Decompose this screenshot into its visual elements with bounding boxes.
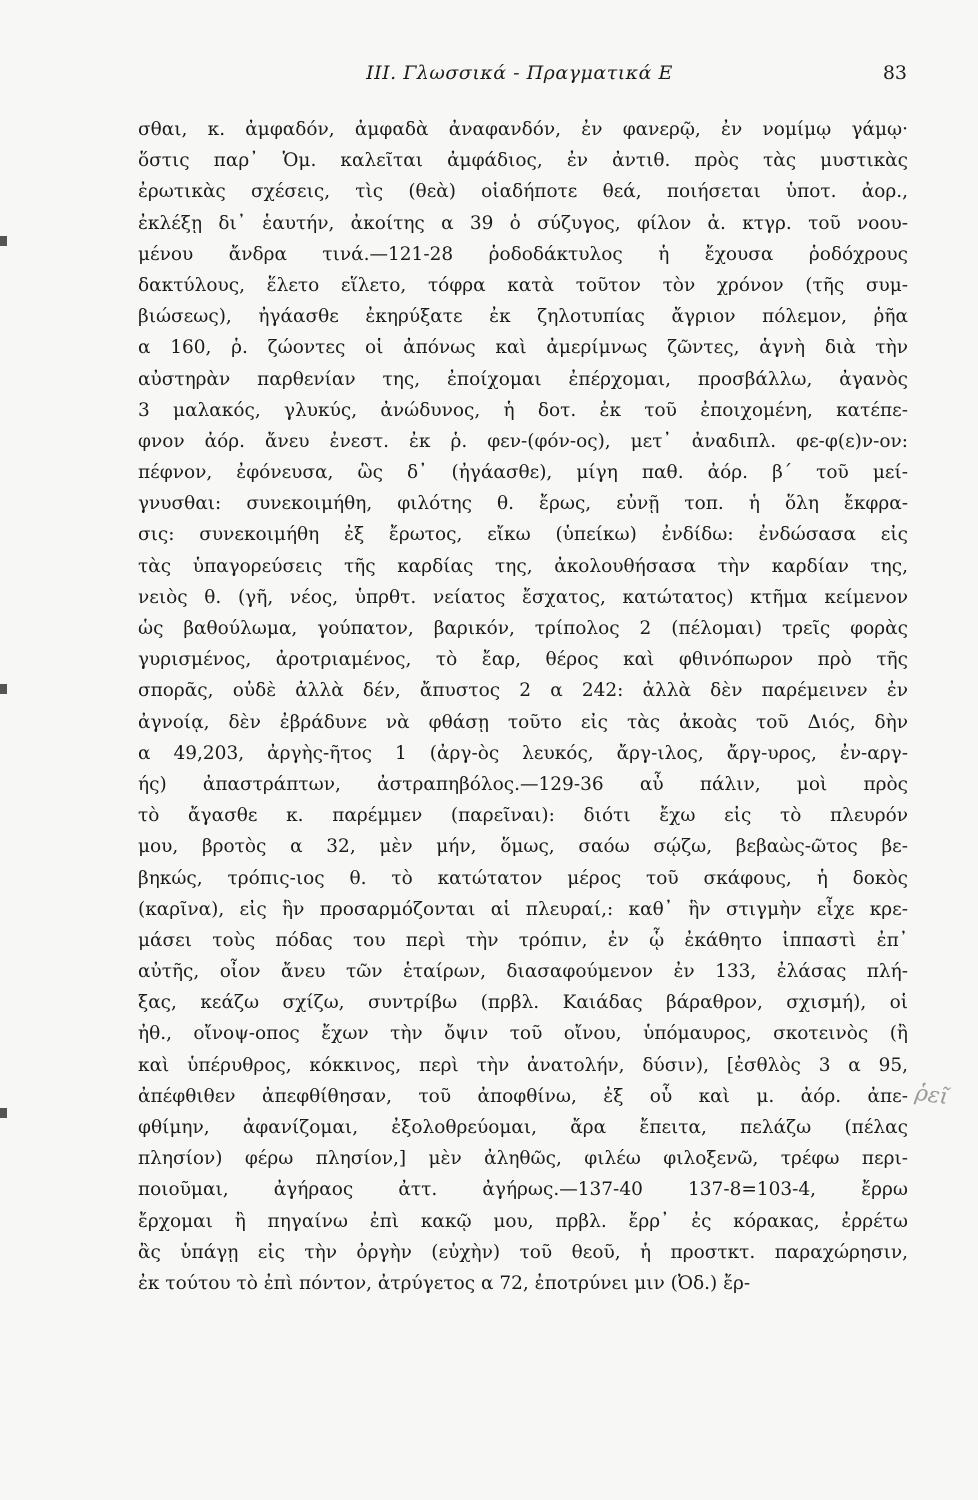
text-line: ἠθ., οἴνοψ-οπος ἔχων τὴν ὄψιν τοῦ οἴνου, ὑπόμαυρος, σκοτεινὸς (ἢ <box>138 1023 908 1045</box>
text-line: δακτύλους, ἕλετο εἵλετο, τόφρα κατὰ τοῦτον τὸν χρόνον (τῆς συμ- <box>138 274 908 296</box>
text-line: γυρισμένος, ἀροτριαμένος, τὸ ἔαρ, θέρος καὶ φθινόπωρον πρὸ τῆς <box>138 649 908 671</box>
text-line: μάσει τοὺς πόδας του περὶ τὴν τρόπιν, ἐν ᾧ ἐκάθητο ἱππαστὶ ἐπ᾽ <box>138 929 908 951</box>
edge-mark <box>0 684 7 694</box>
body-text <box>138 114 908 1299</box>
text-line: ἐρωτικὰς σχέσεις, τὶς (θεὰ) οἱαδήποτε θεά, ποιήσεται ὑποτ. ἀορ., <box>138 181 908 203</box>
handwritten-margin-note: ῥεῖ <box>913 1080 950 1111</box>
running-title: III. Γλωσσικά - Πραγματικά Ε <box>366 62 673 84</box>
text-line: ἐκλέξῃ δι᾽ ἑαυτήν, ἀκοίτης α 39 ὁ σύζυγος, φίλον ἀ. κτγρ. τοῦ νοου- <box>138 212 908 234</box>
text-line: βιώσεως), ἠγάασθε ἐκηρύξατε ἐκ ζηλοτυπίας ἄγριον πόλεμον, ῥῆα <box>138 306 908 328</box>
text-line: φθίμην, ἀφανίζομαι, ἐξολοθρεύομαι, ἄρα ἔπειτα, πελάζω (πέλας <box>138 1117 908 1138</box>
text-line: ὡς βαθούλωμα, γούπατον, βαρικόν, τρίπολος 2 (πέλομαι) τρεῖς φορὰς <box>138 618 908 639</box>
text-line: ἐκ τούτου τὸ ἐπὶ πόντον, ἀτρύγετος α 72, ἐποτρύνει μιν (Ὀδ.) ἔρ- <box>138 1272 751 1294</box>
text-line: 3 μαλακός, γλυκύς, ἀνώδυνος, ἡ δοτ. ἐκ τοῦ ἐποιχομένη, κατέπε- <box>138 399 908 421</box>
text-line: τὰς ὑπαγορεύσεις τῆς καρδίας της, ἀκολουθήσασα τὴν καρδίαν της, <box>138 555 908 577</box>
text-line: σθαι, κ. ἀμφαδόν, ἀμφαδὰ ἀναφανδόν, ἐν φανερῷ, ἐν νομίμῳ γάμῳ· <box>138 119 908 140</box>
text-line: πλησίον) φέρω πλησίον,] μὲν ἀληθῶς, φιλέω φιλοξενῶ, τρέφω περι- <box>138 1148 908 1170</box>
text-line: α 49,203, ἀργὴς-ῆτος 1 (ἀργ-ὸς λευκός, ἄργ-ιλος, ἄργ-υρος, ἐν-αργ- <box>138 742 908 764</box>
text-line: α 160, ῥ. ζώοντες οἱ ἀπόνως καὶ ἀμερίμνως ζῶντες, ἁγνὴ διὰ τὴν <box>138 337 908 359</box>
text-line: σπορᾶς, οὐδὲ ἀλλὰ δέν, ἄπυστος 2 α 242: ἀλλὰ δὲν παρέμεινεν ἐν <box>138 680 908 702</box>
text-line: φνον ἀόρ. ἄνευ ἐνεστ. ἐκ ῥ. φεν-(φόν-ος), μετ᾽ ἀναδιπλ. φε-φ(ε)ν-ον: <box>138 430 908 452</box>
text-line: ἔρχομαι ἢ πηγαίνω ἐπὶ κακῷ μου, πρβλ. ἔρρ᾽ ἐς κόρακας, ἐρρέτω <box>138 1210 908 1232</box>
text-line: ἀπέφθιθεν ἀπεφθίθησαν, τοῦ ἀποφθίνω, ἐξ οὗ καὶ μ. ἀόρ. ἀπε- <box>138 1085 908 1107</box>
text-line: ἂς ὑπάγῃ εἰς τὴν ὀργὴν (εὐχὴν) τοῦ θεοῦ, ἡ προστκτ. παραχώρησιν, <box>138 1241 908 1263</box>
text-line: καὶ ὑπέρυθρος, κόκκινος, περὶ τὴν ἀνατολήν, δύσιν), [ἐσθλὸς 3 α 95, <box>138 1054 908 1076</box>
text-line: τὸ ἄγασθε κ. παρέμμεν (παρεῖναι): διότι ἔχω εἰς τὸ πλευρόν <box>138 805 908 827</box>
text-line: σις: συνεκοιμήθη ἐξ ἔρωτος, εἴκω (ὑπείκω) ἐνδίδω: ἐνδώσασα εἰς <box>138 524 908 546</box>
text-line: αὐτῆς, οἶον ἄνευ τῶν ἑταίρων, διασαφούμενον ἐν 133, ἐλάσας πλή- <box>138 961 908 983</box>
text-line: (καρῖνα), εἰς ἣν προσαρμόζονται αἱ πλευραί,: καθ᾽ ἣν στιγμὴν εἶχε κρε- <box>138 898 908 920</box>
page-number: 83 <box>882 62 907 84</box>
text-line: ής) ἀπαστράπτων, ἀστραπηβόλος.—129-36 αὖ πάλιν, μοὶ πρὸς <box>138 773 908 795</box>
page-header <box>132 62 907 92</box>
text-line: νειὸς θ. (γῆ, νέος, ὑπρθτ. νείατος ἔσχατος, κατώτατος) κτῆμα κείμενον <box>138 586 908 608</box>
text-line: γνυσθαι: συνεκοιμήθη, φιλότης θ. ἔρως, εὐνῇ τοπ. ἡ ὅλη ἔκφρα- <box>138 493 908 515</box>
text-line: πέφνον, ἐφόνευσα, ὣς δ᾽ (ἠγάασθε), μίγη παθ. ἀόρ. β´ τοῦ μεί- <box>138 462 908 484</box>
text-line: ὅστις παρ᾽ Ὁμ. καλεῖται ἀμφάδιος, ἐν ἀντιθ. πρὸς τὰς μυστικὰς <box>138 150 908 172</box>
text-line: μου, βροτὸς α 32, μὲν μήν, ὅμως, σαόω σῴζω, βεβαὼς-ῶτος βε- <box>138 836 908 858</box>
text-line: ποιοῦμαι, ἀγήραος ἀττ. ἀγήρως.—137-40 137-8=103-4, ἔρρω <box>138 1179 908 1201</box>
text-line: ξας, κεάζω σχίζω, συντρίβω (πρβλ. Καιάδας βάραθρον, σχισμή), οἱ <box>138 992 908 1014</box>
edge-mark <box>0 1108 7 1118</box>
text-line: μένου ἄνδρα τινά.—121-28 ῥοδοδάκτυλος ἡ ἔχουσα ῥοδόχρους <box>138 243 908 265</box>
text-line: ἀγνοίᾳ, δὲν ἐβράδυνε νὰ φθάσῃ τοῦτο εἰς τὰς ἀκοὰς τοῦ Διός, δὴν <box>138 711 908 733</box>
text-line: αὐστηρὰν παρθενίαν της, ἐποίχομαι ἐπέρχομαι, προσβάλλω, ἀγανὸς <box>138 368 908 390</box>
edge-mark <box>0 236 7 246</box>
text-line: βηκώς, τρόπις-ιος θ. τὸ κατώτατον μέρος τοῦ σκάφους, ἡ δοκὸς <box>138 867 908 889</box>
